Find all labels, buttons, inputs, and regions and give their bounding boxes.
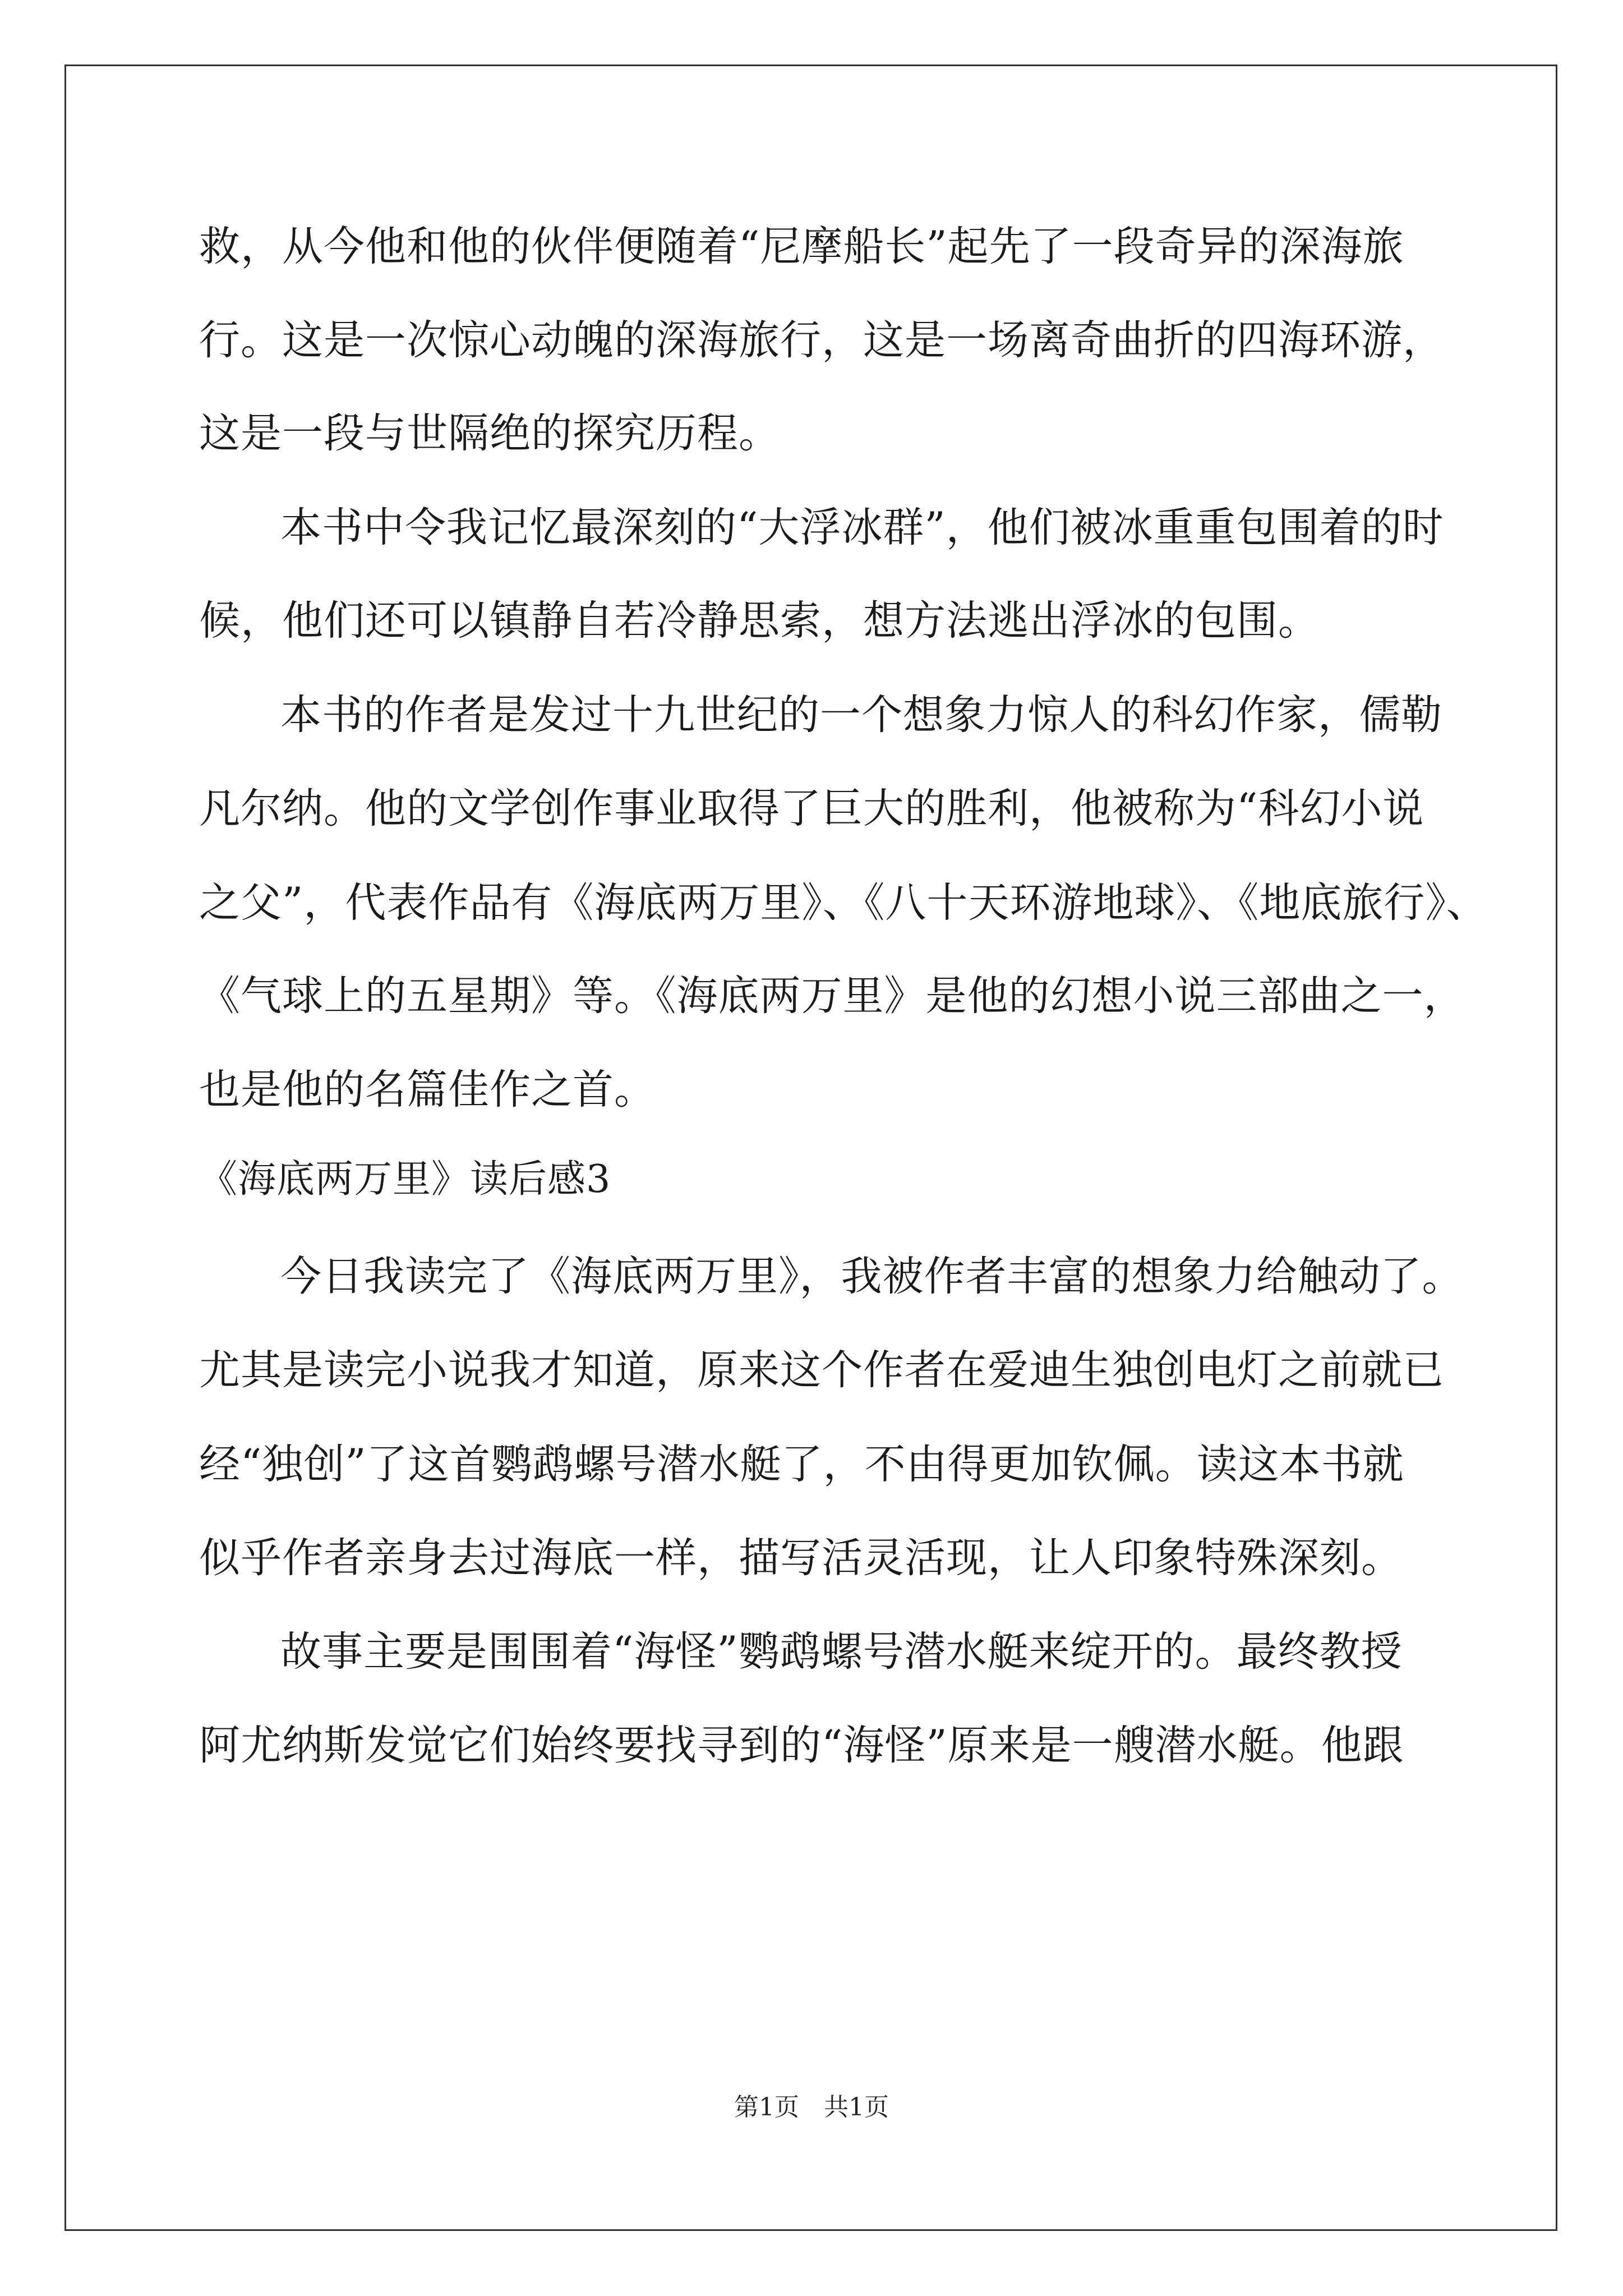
text-line: 阿尤纳斯发觉它们始终要找寻到的“海怪”原来是一艘潜水艇。他跟	[199, 1722, 1404, 1769]
text-line: 候，他们还可以镇静自若冷静思索，想方法逃出浮冰的包围。	[199, 597, 1320, 645]
text-line: 故事主要是围围着“海怪”鹦鹉螺号潜水艇来绽开的。最终教授	[280, 1628, 1403, 1676]
text-line: 似乎作者亲身去过海底一样，描写活灵活现，让人印象特殊深刻。	[199, 1534, 1403, 1582]
text-line: 本书的作者是发过十九世纪的一个想象力惊人的科幻作家，儒勒	[280, 691, 1442, 739]
text-line: 也是他的名篇佳作之首。	[199, 1066, 656, 1114]
text-line: 今日我读完了《海底两万里》，我被作者丰富的想象力给触动了。	[280, 1253, 1464, 1300]
page-footer: 第1页 共1页	[734, 2093, 889, 2122]
text-line: 《气球上的五星期》等。《海底两万里》是他的幻想小说三部曲之一，	[199, 972, 1465, 1020]
text-line: 救，从今他和他的伙伴便随着“尼摩船长”起先了一段奇异的深海旅	[199, 223, 1404, 270]
text-line: 行。这是一次惊心动魄的深海旅行，这是一场离奇曲折的四海环游，	[199, 316, 1444, 364]
text-line: 经“独创”了这首鹦鹉螺号潜水艇了，不由得更加钦佩。读这本书就	[199, 1441, 1404, 1488]
text-line: 这是一段与世隔绝的探究历程。	[199, 409, 780, 457]
text-line: 本书中令我记忆最深刻的“大浮冰群”，他们被冰重重包围着的时	[280, 504, 1444, 551]
text-line: 之父”，代表作品有《海底两万里》、《八十天环游地球》、《地底旅行》、	[199, 879, 1488, 927]
page-border	[64, 65, 1557, 2231]
section-heading: 《海底两万里》读后感3	[199, 1157, 611, 1202]
text-line: 凡尔纳。他的文学创作事业取得了巨大的胜利，他被称为“科幻小说	[199, 785, 1424, 832]
text-line: 尤其是读完小说我才知道，原来这个作者在爱迪生独创电灯之前就已	[199, 1346, 1444, 1394]
